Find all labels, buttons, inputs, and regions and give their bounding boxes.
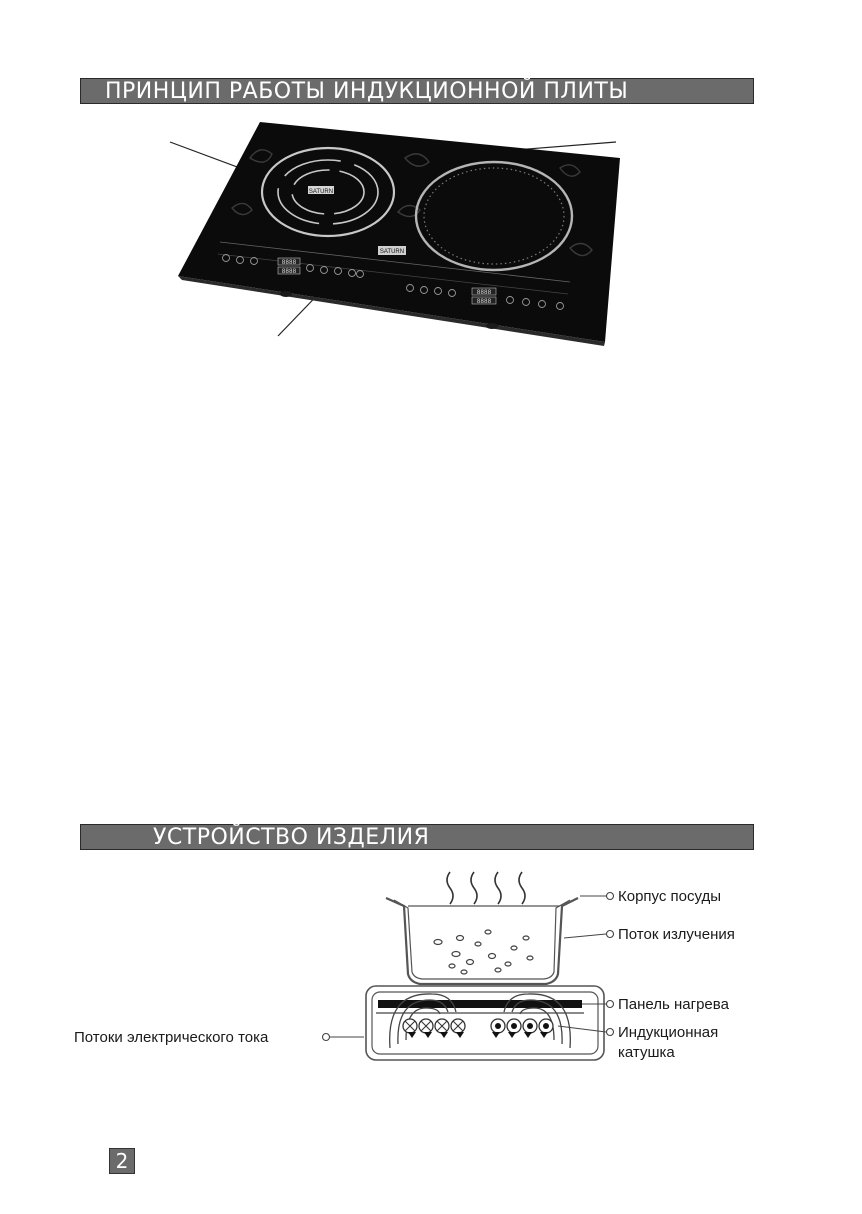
left-burner-brand: SATURN <box>308 189 334 195</box>
current-arrows <box>408 1032 548 1038</box>
section-header-construction <box>80 824 754 850</box>
right-display-bottom-text: 8888 <box>476 298 492 305</box>
coil-cross-section-in <box>403 1019 465 1033</box>
hob-foot-right <box>486 323 498 329</box>
steam-lines <box>447 872 525 904</box>
label-induction-coil-line1: Индукционная <box>618 1024 719 1041</box>
label-pot-body: Корпус посуды <box>618 888 722 905</box>
section-title-construction: УСТРОЙСТВО ИЗДЕЛИЯ <box>153 825 430 850</box>
label-induction-coil-line2: катушка <box>618 1044 675 1061</box>
label-radiation-flow: Поток излучения <box>618 926 735 943</box>
left-display-bottom-text: 8888 <box>281 268 297 275</box>
right-display-top-text: 8888 <box>476 289 492 296</box>
pot <box>386 898 578 984</box>
hob-glass-top <box>178 122 620 342</box>
section-title-principle: ПРИНЦИП РАБОТЫ ИНДУКЦИОННОЙ ПЛИТЫ <box>105 79 629 104</box>
section-header-principle <box>80 78 754 104</box>
label-electric-currents: Потоки электрического тока <box>74 1029 269 1046</box>
left-display-top-text: 8888 <box>281 259 297 266</box>
hob-foot-left <box>280 291 292 297</box>
bubbles <box>434 930 533 974</box>
induction-hob-illustration <box>160 118 630 348</box>
induction-principle-diagram <box>60 862 780 1082</box>
page-number: 2 <box>109 1148 135 1174</box>
label-heating-panel: Панель нагрева <box>618 996 729 1013</box>
center-brand: SATURN <box>379 249 405 255</box>
